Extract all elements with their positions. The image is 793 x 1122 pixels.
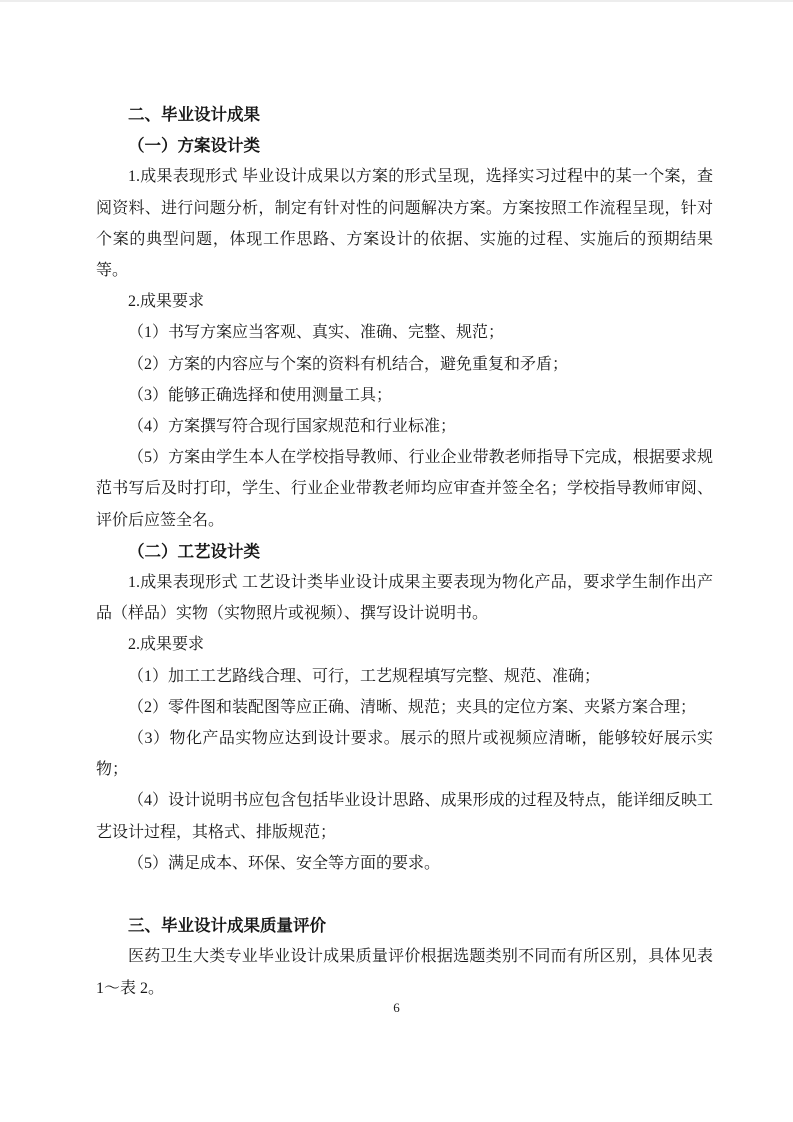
paragraph: 医药卫生大类专业毕业设计成果质量评价根据选题类别不同而有所区别，具体见表 1～表 2。 [96,948,713,997]
paragraph: （2）方案的内容应与个案的资料有机结合，避免重复和矛盾； [128,355,569,373]
subsection-heading: （二）工艺设计类 [128,541,260,561]
section-heading: 三、毕业设计成果质量评价 [128,916,326,936]
section-heading: 二、毕业设计成果 [128,105,260,124]
page-number: 6 [393,1000,400,1015]
paragraph: （4）方案撰写符合现行国家规范和行业标准； [128,418,457,436]
paragraph: 1.成果表现形式 毕业设计成果以方案的形式呈现，选择实习过程中的某一个案，查阅资料、进行问题分析，制定有针对性的问题解决方案。方案按照工作流程呈现，针对个案的典型问题，体现工作思路、方案设计的依据、实施的过程、实施后的预期结果等。 [96,168,713,280]
paragraph: （3）能够正确选择和使用测量工具； [128,386,393,404]
paragraph: （1）书写方案应当客观、真实、准确、完整、规范； [128,324,505,342]
paragraph: （5）满足成本、环保、安全等方面的要求。 [128,854,441,872]
paragraph: （5）方案由学生本人在学校指导教师、行业企业带教老师指导下完成，根据要求规范书写后及时打印，学生、行业企业带教老师均应审查并签全名；学校指导教师审阅、评价后应签全名。 [96,449,713,529]
blank-line [96,879,713,910]
paragraph: （4）设计说明书应包含包括毕业设计思路、成果形成的过程及特点，能详细反映工艺设计过程，其格式、排版规范； [96,792,713,841]
paragraph: 2.成果要求 [128,636,205,654]
paragraph: （3）物化产品实物应达到设计要求。展示的照片或视频应清晰，能够较好展示实物； [96,730,713,779]
paragraph: 1.成果表现形式 工艺设计类毕业设计成果主要表现为物化产品，要求学生制作出产品（样品）实物（实物照片或视频）、撰写设计说明书。 [96,574,713,623]
page-footer [0,999,793,1017]
paragraph: （2）零件图和装配图等应正确、清晰、规范；夹具的定位方案、夹紧方案合理； [128,698,697,716]
scan-edge [0,0,793,2]
paragraph: （1）加工工艺路线合理、可行，工艺规程填写完整、规范、准确； [128,667,601,685]
paragraph: 2.成果要求 [128,293,205,311]
subsection-heading: （一）方案设计类 [128,136,260,156]
document-body [96,99,713,1004]
